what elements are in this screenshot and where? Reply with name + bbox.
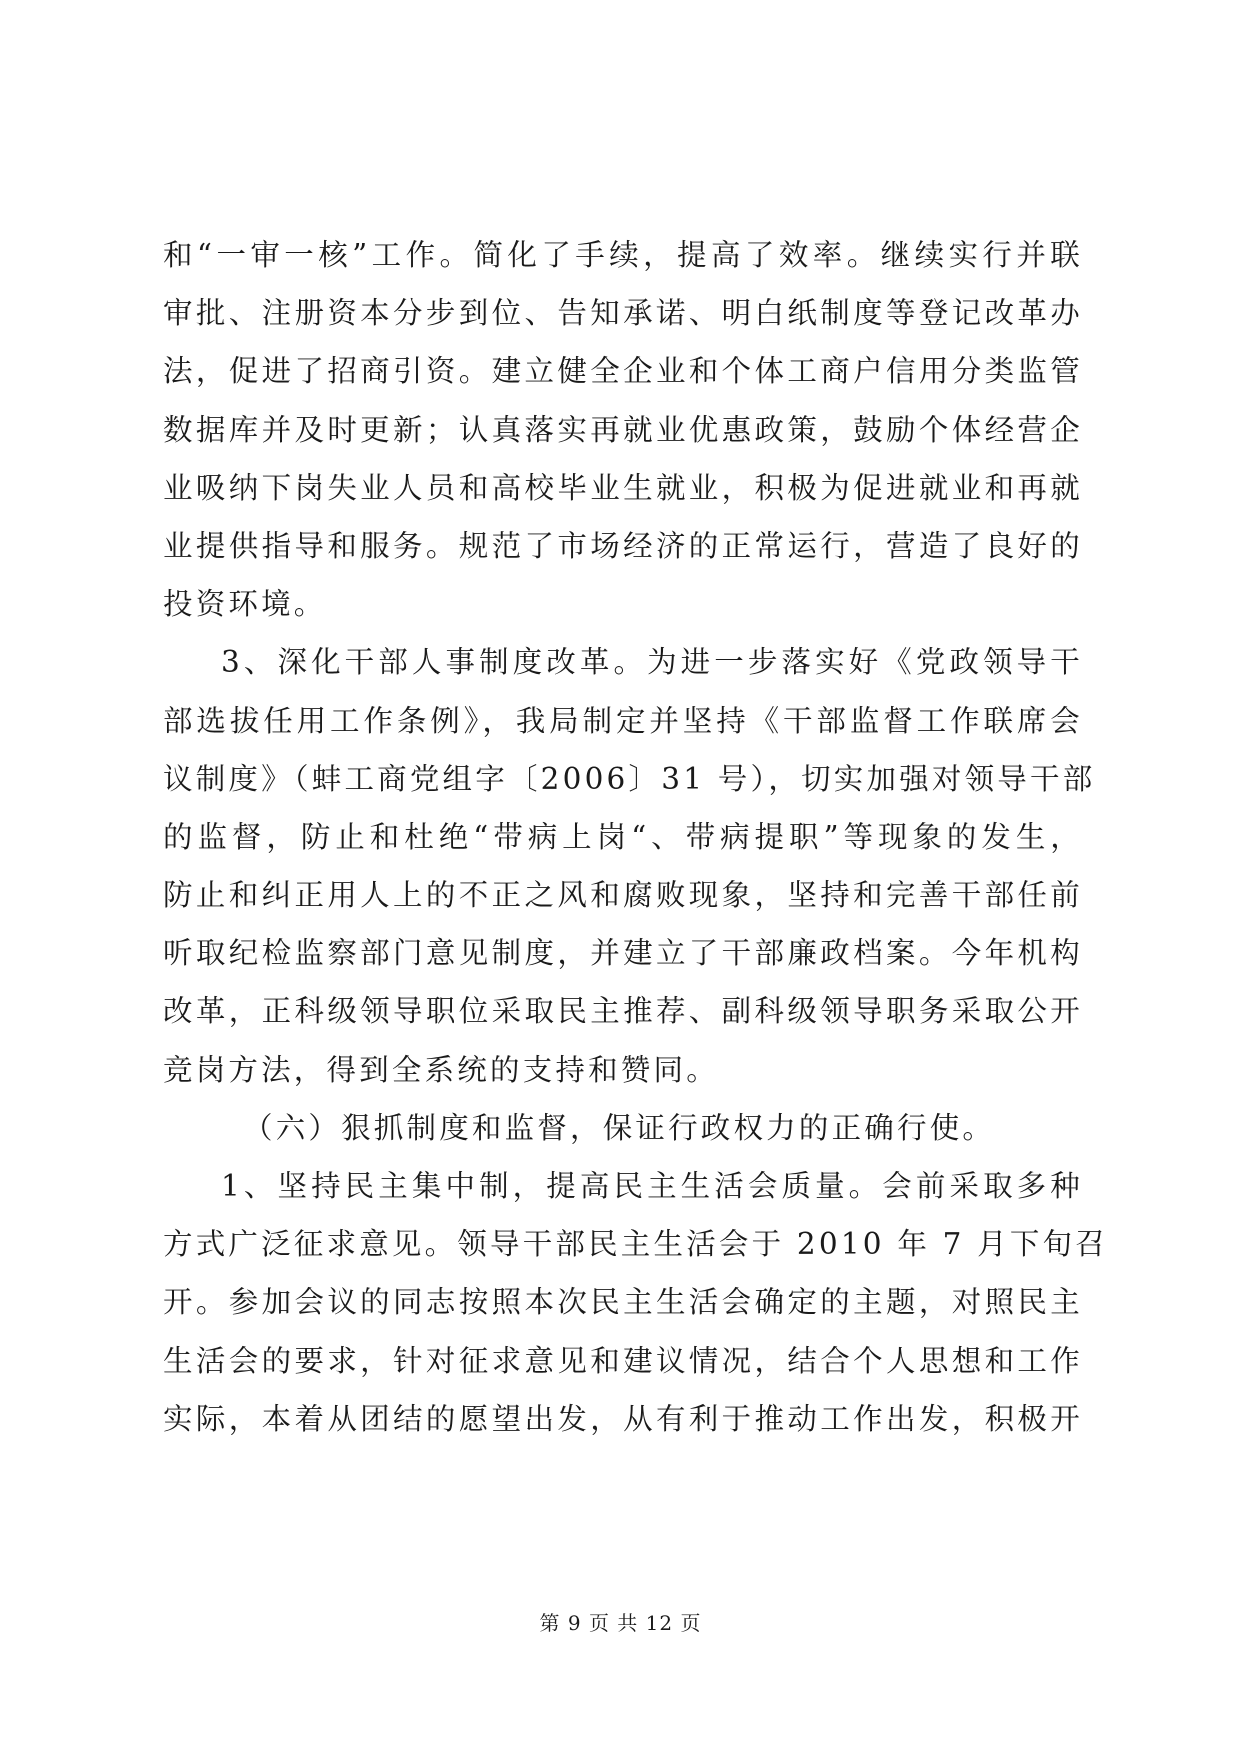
text-line: 开。参加会议的同志按照本次民主生活会确定的主题，对照民主 [163, 1285, 1083, 1320]
text-line: 业吸纳下岗失业人员和高校毕业生就业，积极为促进就业和再就 [163, 470, 1083, 505]
paragraph-start-line: 1、坚持民主集中制，提高民主生活会质量。会前采取多种 [221, 1169, 1083, 1203]
text-line: 议制度》（蚌工商党组字〔2006〕31 号），切实加强对领导干部 [163, 761, 1096, 796]
text-line: 审批、注册资本分步到位、告知承诺、明白纸制度等登记改革办 [163, 296, 1083, 331]
text-line: 法，促进了招商引资。建立健全企业和个体工商户信用分类监管 [163, 354, 1083, 389]
text-line: 的监督，防止和杜绝“带病上岗“、带病提职”等现象的发生， [163, 819, 1083, 854]
document-body [163, 226, 1108, 1448]
section-heading: （六）狠抓制度和监督，保证行政权力的正确行使。 [243, 1110, 996, 1145]
text-line: 投资环境。 [163, 587, 327, 622]
text-line: 方式广泛征求意见。领导干部民主生活会于 2010 年 7 月下旬召 [163, 1227, 1108, 1262]
text-line: 听取纪检监察部门意见制度，并建立了干部廉政档案。今年机构 [163, 936, 1083, 971]
text-line: 数据库并及时更新；认真落实再就业优惠政策，鼓励个体经营企 [163, 412, 1083, 447]
paragraph-start-line: 3、深化干部人事制度改革。为进一步落实好《党政领导干 [221, 645, 1083, 680]
text-line: 部选拔任用工作条例》，我局制定并坚持《干部监督工作联席会 [163, 703, 1083, 738]
text-line: 防止和纠正用人上的不正之风和腐败现象，坚持和完善干部任前 [163, 878, 1083, 913]
text-line: 生活会的要求，针对征求意见和建议情况，结合个人思想和工作 [163, 1343, 1083, 1378]
page-number-footer: 第 9 页 共 12 页 [539, 1611, 702, 1635]
text-line: 实际，本着从团结的愿望出发，从有利于推动工作出发，积极开 [163, 1401, 1083, 1436]
text-line: 和“一审一核”工作。简化了手续，提高了效率。继续实行并联 [163, 238, 1083, 272]
text-line: 改革，正科级领导职位采取民主推荐、副科级领导职务采取公开 [163, 994, 1083, 1029]
text-line: 业提供指导和服务。规范了市场经济的正常运行，营造了良好的 [163, 528, 1083, 563]
text-line: 竞岗方法，得到全系统的支持和赞同。 [163, 1052, 719, 1087]
